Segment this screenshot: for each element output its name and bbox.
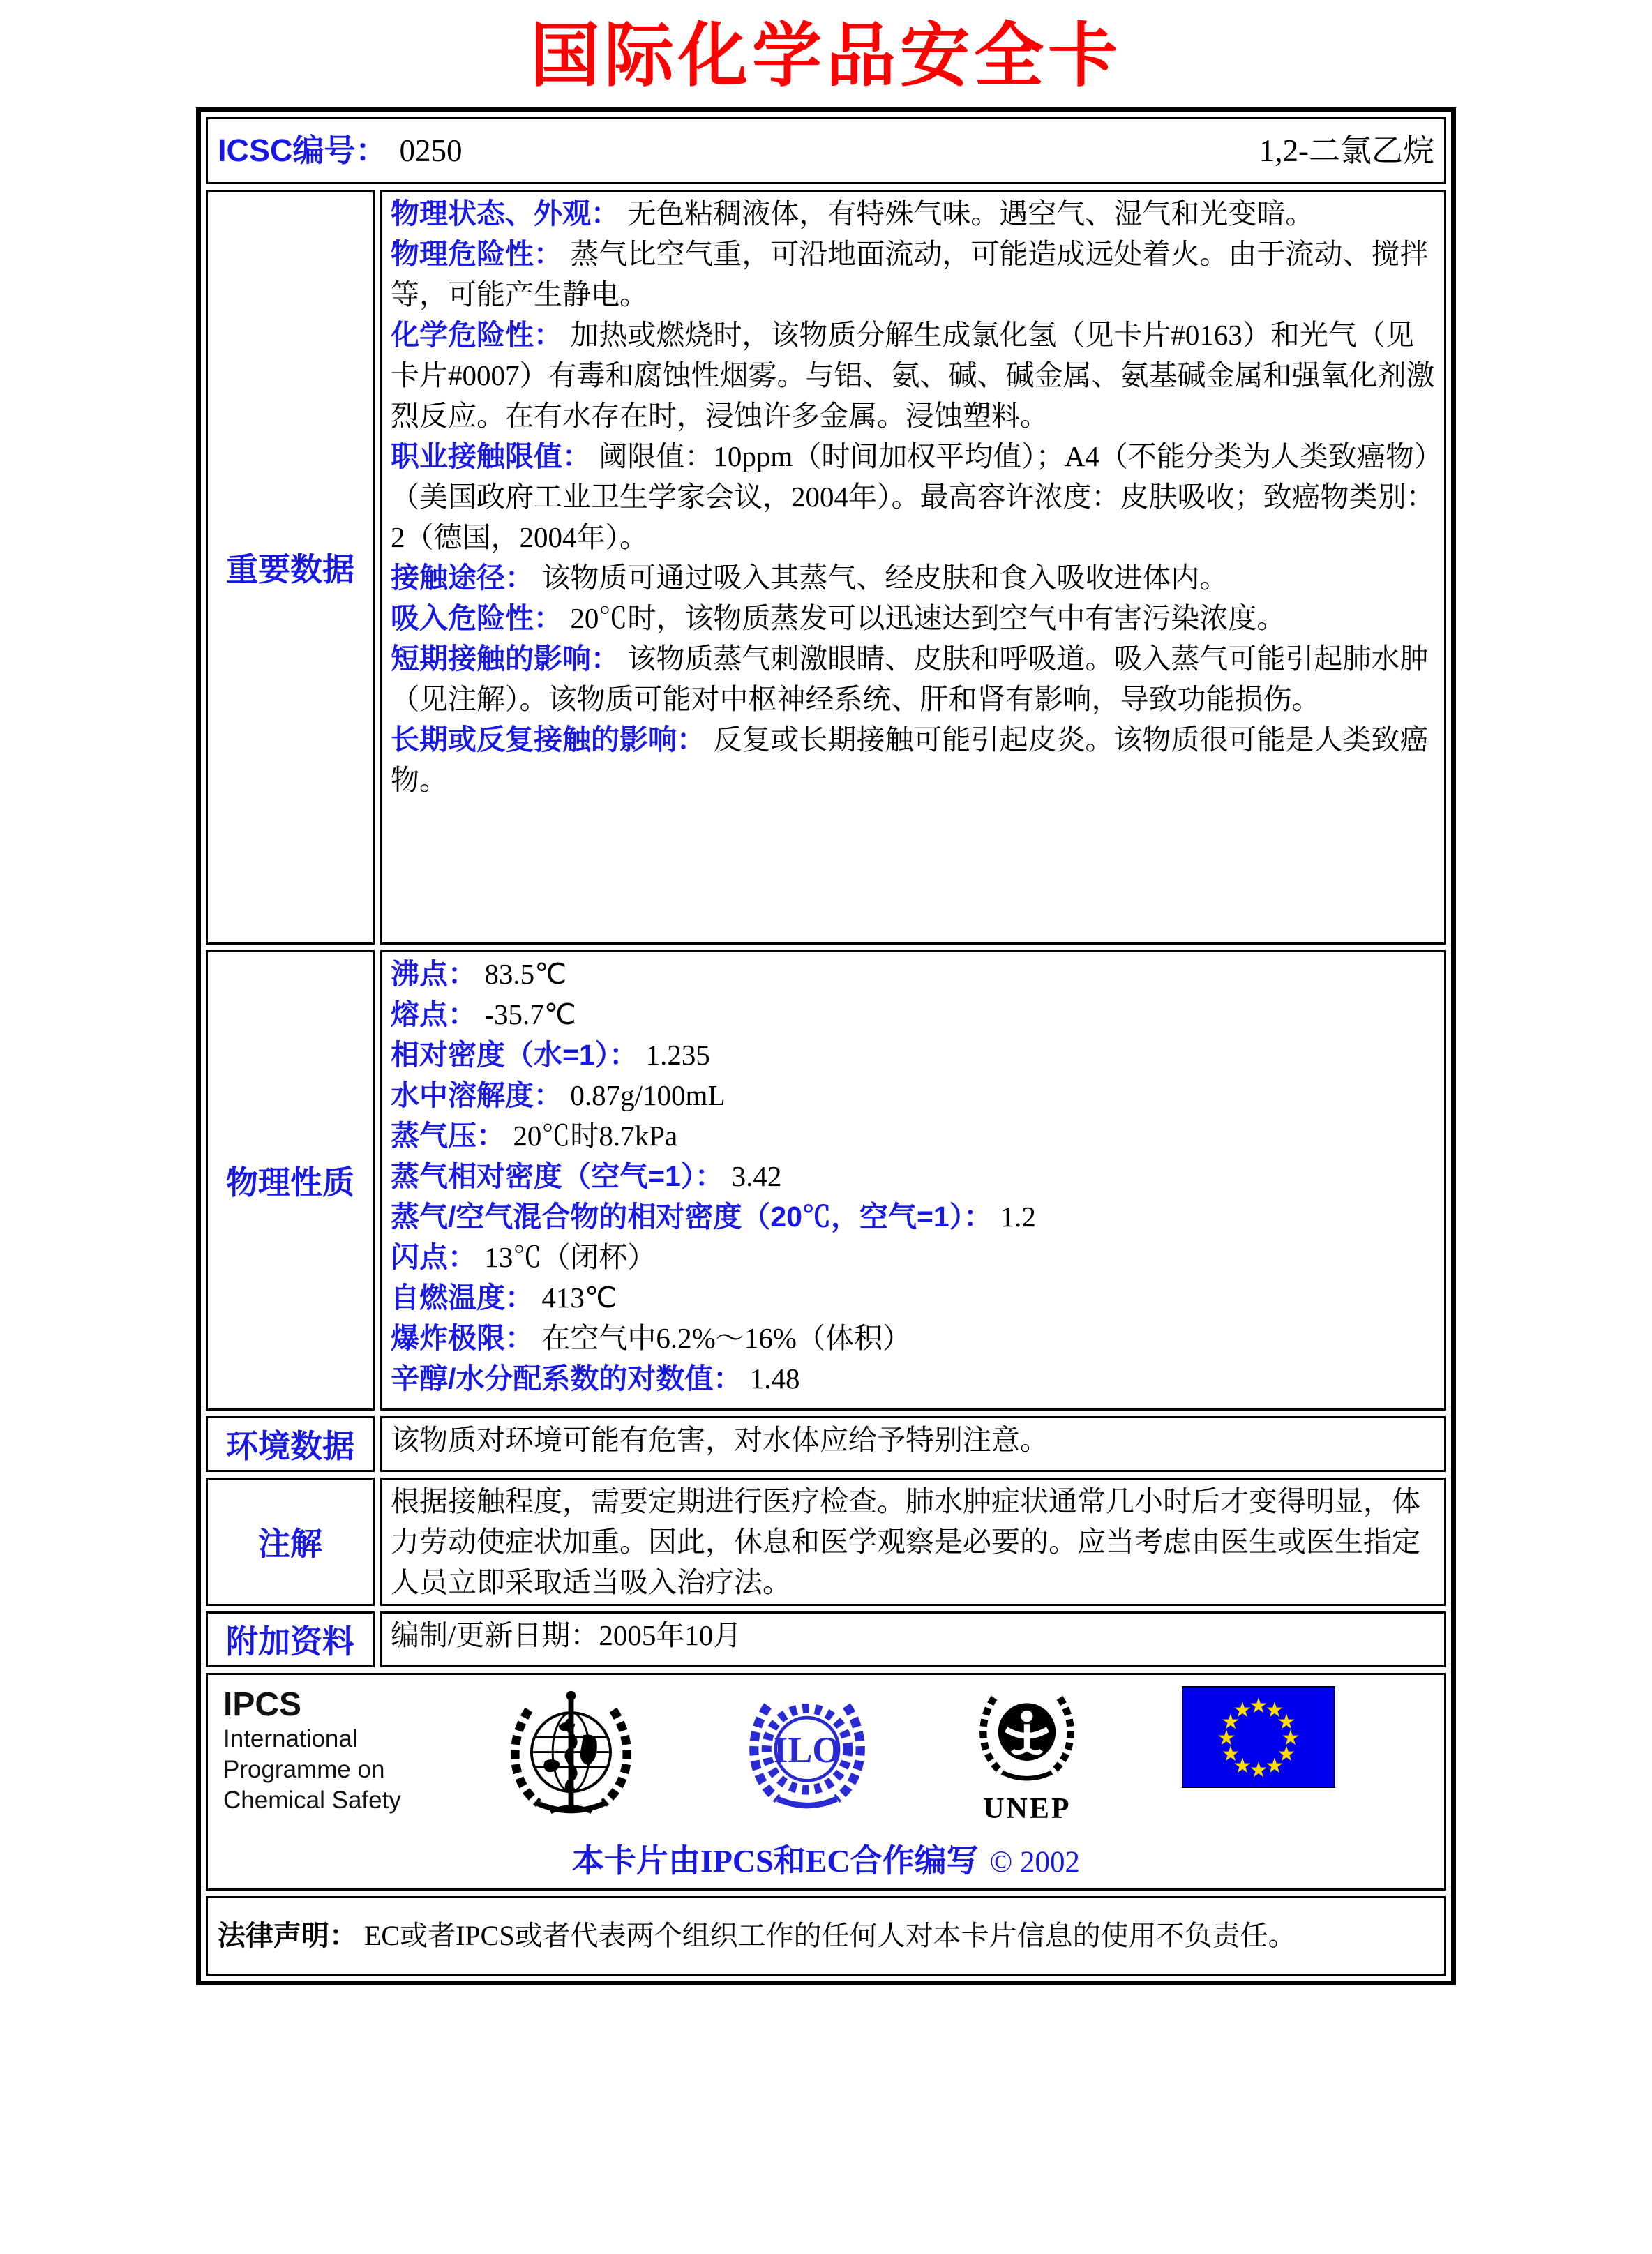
field-label: 吸入危险性： xyxy=(391,602,562,634)
environment-row xyxy=(206,1416,1446,1472)
svg-text:★: ★ xyxy=(1221,1710,1240,1734)
credit-line xyxy=(219,1835,1433,1881)
physical-item xyxy=(391,954,1436,994)
important-item xyxy=(391,638,1436,719)
svg-text:★: ★ xyxy=(1265,1698,1284,1722)
svg-text:★: ★ xyxy=(1221,1742,1240,1766)
legal-label: 法律声明： xyxy=(218,1921,357,1951)
svg-text:★: ★ xyxy=(1233,1754,1252,1778)
environment-row-label: 环境数据 xyxy=(206,1416,375,1472)
field-value: 加热或燃烧时，该物质分解生成氯化氢（见卡片#0163）和光气（见卡片#0007）有毒和腐蚀性烟雾。与铝、氨、碱、碱金属、氨基碱金属和强氧化剂激烈反应。在有水存在时，浸蚀许多金属。浸蚀塑料。 xyxy=(391,319,1435,432)
safety-card-table xyxy=(196,107,1456,1985)
field-label: 蒸气压： xyxy=(391,1120,505,1152)
field-label: 熔点： xyxy=(391,998,476,1030)
ipcs-text-block xyxy=(223,1686,401,1816)
footer-cell xyxy=(206,1673,1446,1891)
who-logo-icon xyxy=(503,1686,639,1822)
physical-item xyxy=(391,1358,1436,1399)
credit-text: 本卡片由IPCS和EC合作编写 xyxy=(571,1843,979,1879)
field-value: 该物质蒸气刺激眼睛、皮肤和呼吸道。吸入蒸气可能引起肺水肿（见注解）。该物质可能对中枢神经系统、肝和肾有影响，导致功能损伤。 xyxy=(391,643,1429,715)
svg-text:★: ★ xyxy=(1277,1710,1296,1734)
field-value: 1.2 xyxy=(1000,1201,1036,1233)
physical-item xyxy=(391,1277,1436,1318)
field-label: 短期接触的影响： xyxy=(391,643,620,675)
ilo-logo-text: ILO xyxy=(773,1730,841,1771)
physical-item xyxy=(391,1196,1436,1237)
field-value: 无色粘稠液体，有特殊气味。遇空气、湿气和光变暗。 xyxy=(627,197,1314,230)
svg-text:★: ★ xyxy=(1277,1742,1296,1766)
unep-logo-text: UNEP xyxy=(983,1793,1072,1825)
field-value: 该物质可通过吸入其蒸气、经皮肤和食入吸收进体内。 xyxy=(541,562,1229,594)
field-value: 20℃时8.7kPa xyxy=(513,1120,678,1152)
ipcs-acronym: IPCS xyxy=(223,1686,302,1723)
field-label: 闪点： xyxy=(391,1241,476,1273)
important-data-row-label: 重要数据 xyxy=(206,190,375,945)
ipcs-line: Chemical Safety xyxy=(223,1787,401,1814)
eu-flag-icon xyxy=(1182,1686,1335,1788)
notes-text: 根据接触程度，需要定期进行医疗检查。肺水肿症状通常几小时后才变得明显，体力劳动使症状加重。因此，休息和医学观察是必要的。应当考虑由医生或医生指定人员立即采取适当吸入治疗法。 xyxy=(391,1485,1420,1598)
important-data-content xyxy=(380,190,1446,945)
svg-text:★: ★ xyxy=(1217,1726,1236,1750)
legal-text: EC或者IPCS或者代表两个组织工作的任何人对本卡片信息的使用不负责任。 xyxy=(364,1920,1296,1951)
physical-properties-content xyxy=(380,950,1446,1411)
notes-row xyxy=(206,1478,1446,1606)
important-item xyxy=(391,315,1436,436)
physical-item xyxy=(391,1115,1436,1156)
physical-item xyxy=(391,1156,1436,1196)
field-value: 3.42 xyxy=(731,1160,782,1192)
unep-logo-icon xyxy=(975,1686,1079,1791)
unep-logo-block xyxy=(975,1686,1079,1826)
field-value: 蒸气比空气重，可沿地面流动，可能造成远处着火。由于流动、搅拌等，可能产生静电。 xyxy=(391,238,1429,310)
page-title: 国际化学品安全卡 xyxy=(530,17,1122,95)
field-label: 爆炸极限： xyxy=(391,1322,534,1354)
ipcs-line: Programme on xyxy=(223,1756,385,1783)
header-row xyxy=(206,117,1446,184)
field-value: 413℃ xyxy=(541,1282,617,1314)
physical-properties-row xyxy=(206,950,1446,1411)
field-value: 83.5℃ xyxy=(484,958,567,990)
legal-cell xyxy=(206,1896,1446,1976)
field-label: 化学危险性： xyxy=(391,319,562,351)
field-label: 水中溶解度： xyxy=(391,1079,562,1111)
svg-text:★: ★ xyxy=(1281,1726,1300,1750)
field-label: 蒸气相对密度（空气=1）： xyxy=(391,1160,724,1192)
field-value: 1.48 xyxy=(749,1362,800,1395)
important-item xyxy=(391,598,1436,638)
field-value: 1.235 xyxy=(645,1039,710,1071)
important-item xyxy=(391,193,1436,234)
field-value: 阈限值：10ppm（时间加权平均值）；A4（不能分类为人类致癌物）（美国政府工业卫生学家会议，2004年）。最高容许浓度：皮肤吸收；致癌物类别：2（德国，2004年）。 xyxy=(391,440,1435,553)
field-label: 蒸气/空气混合物的相对密度（20℃，空气=1）： xyxy=(391,1201,993,1233)
environment-text: 该物质对环境可能有危害，对水体应给予特别注意。 xyxy=(391,1424,1049,1456)
environment-content xyxy=(380,1416,1446,1472)
important-item xyxy=(391,719,1436,800)
field-value: 13℃（闭杯） xyxy=(484,1241,656,1273)
field-label: 物理危险性： xyxy=(391,238,562,270)
copyright-text: © 2002 xyxy=(989,1846,1081,1879)
physical-item xyxy=(391,1237,1436,1277)
field-label: 长期或反复接触的影响： xyxy=(391,723,705,756)
important-item xyxy=(391,436,1436,557)
additional-info-content xyxy=(380,1611,1446,1667)
field-value: 反复或长期接触可能引起皮炎。该物质很可能是人类致癌物。 xyxy=(391,723,1429,796)
logos-strip xyxy=(219,1685,1433,1826)
ipcs-line: International xyxy=(223,1725,358,1752)
field-label: 自燃温度： xyxy=(391,1282,534,1314)
important-item xyxy=(391,557,1436,598)
icsc-number-group xyxy=(218,132,463,170)
physical-item xyxy=(391,994,1436,1035)
field-label: 辛醇/水分配系数的对数值： xyxy=(391,1362,742,1395)
svg-text:★: ★ xyxy=(1249,1694,1268,1718)
field-label: 相对密度（水=1）： xyxy=(391,1039,638,1071)
field-label: 沸点： xyxy=(391,958,476,990)
physical-item xyxy=(391,1035,1436,1075)
additional-info-row xyxy=(206,1611,1446,1667)
field-value: -35.7℃ xyxy=(484,998,576,1030)
additional-info-text: 编制/更新日期：2005年10月 xyxy=(391,1619,742,1651)
notes-content xyxy=(380,1478,1446,1606)
legal-row xyxy=(206,1896,1446,1976)
svg-text:★: ★ xyxy=(1233,1698,1252,1722)
icsc-number-value: 0250 xyxy=(399,133,463,168)
icsc-number-label: ICSC编号： xyxy=(218,133,387,168)
notes-row-label: 注解 xyxy=(206,1478,375,1606)
svg-text:★: ★ xyxy=(1249,1758,1268,1782)
physical-item xyxy=(391,1318,1436,1358)
footer-row xyxy=(206,1673,1446,1891)
field-value: 20℃时，该物质蒸发可以迅速达到空气中有害污染浓度。 xyxy=(570,602,1286,634)
field-label: 接触途径： xyxy=(391,562,534,594)
additional-info-row-label: 附加资料 xyxy=(206,1611,375,1667)
important-item xyxy=(391,234,1436,315)
physical-properties-row-label: 物理性质 xyxy=(206,950,375,1411)
physical-item xyxy=(391,1075,1436,1115)
header-cell xyxy=(206,117,1446,184)
ilo-logo-icon xyxy=(742,1686,873,1817)
field-label: 职业接触限值： xyxy=(391,440,591,472)
field-value: 0.87g/100mL xyxy=(570,1079,726,1111)
svg-text:★: ★ xyxy=(1265,1754,1284,1778)
field-label: 物理状态、外观： xyxy=(391,197,620,230)
field-value: 在空气中6.2%～16%（体积） xyxy=(541,1322,911,1354)
important-data-row xyxy=(206,190,1446,945)
chemical-name: 1,2-二氯乙烷 xyxy=(1259,133,1434,168)
